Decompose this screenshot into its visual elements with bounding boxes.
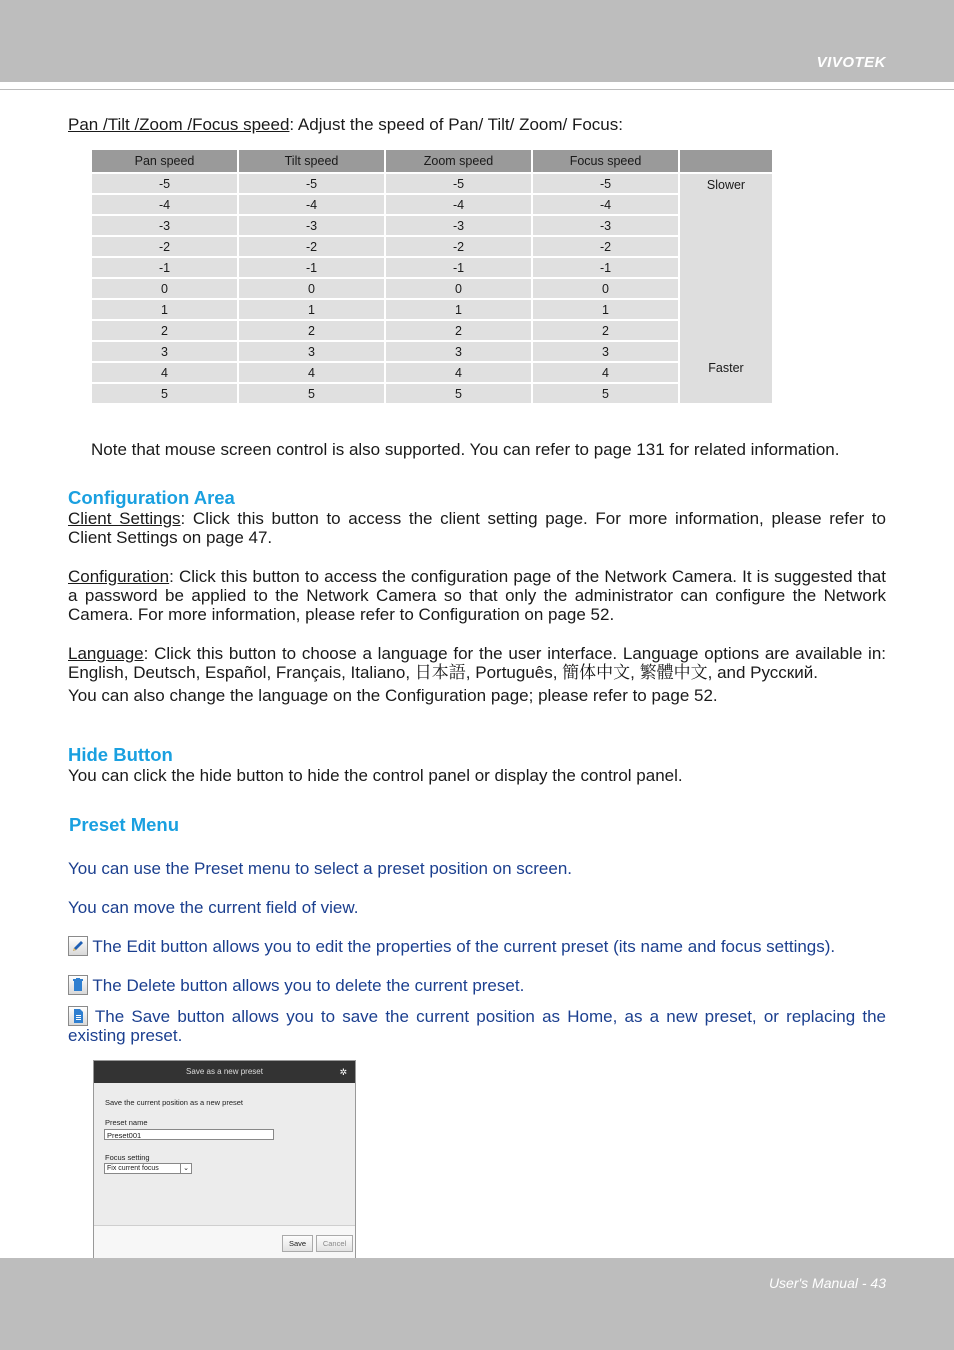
faster-label: Faster [708, 361, 744, 375]
table-cell: -5 [385, 173, 532, 194]
table-cell: -4 [91, 194, 238, 215]
table-cell: 3 [532, 341, 679, 362]
table-cell: 2 [91, 320, 238, 341]
configuration-paragraph [68, 567, 886, 624]
table-cell: 1 [91, 299, 238, 320]
pin-icon[interactable]: ✲ [339, 1067, 347, 1077]
header-zoom-speed: Zoom speed [385, 149, 532, 173]
language-paragraph [68, 644, 886, 682]
save-preset-dialog-screenshot [93, 1060, 356, 1259]
table-row [91, 320, 773, 341]
client-settings-link[interactable]: Client Settings [68, 509, 181, 528]
configuration-text: : Click this button to access the configuration page of the Network Camera. It is suggested that a password be applied to the Network Camera so that only the administrator can configure the Network Camera. For more information, please refer to Configuration on page 52. [68, 567, 886, 624]
table-cell: 5 [238, 383, 385, 404]
table-cell: 3 [238, 341, 385, 362]
table-cell: -5 [91, 173, 238, 194]
save-text: The Save button allows you to save the current position as Home, as a new preset, or replacing the existing preset. [68, 1007, 886, 1045]
slower-label: Slower [706, 178, 746, 192]
cancel-button[interactable]: Cancel [316, 1235, 353, 1252]
preset-name-input[interactable]: Preset001 [104, 1129, 274, 1140]
preset-line-1: You can use the Preset menu to select a preset position on screen. [68, 859, 573, 878]
table-cell: -2 [532, 236, 679, 257]
table-row [91, 173, 773, 194]
table-cell: -3 [91, 215, 238, 236]
table-cell: 5 [91, 383, 238, 404]
table-cell: 4 [238, 362, 385, 383]
focus-setting-select[interactable] [104, 1163, 192, 1174]
edit-pencil-icon[interactable] [68, 936, 88, 956]
table-cell: -1 [91, 257, 238, 278]
mouse-control-note: Note that mouse screen control is also supported. You can refer to page 131 for related information. [91, 440, 840, 459]
table-cell: -4 [532, 194, 679, 215]
table-cell: 2 [238, 320, 385, 341]
hide-button-text: You can click the hide button to hide the control panel or display the control panel. [68, 766, 683, 785]
speed-table [90, 148, 774, 405]
table-cell: -5 [238, 173, 385, 194]
table-row [91, 215, 773, 236]
table-cell: -2 [91, 236, 238, 257]
save-button-description [68, 1006, 886, 1045]
language-paragraph-2: You can also change the language on the Configuration page; please refer to page 52. [68, 686, 718, 705]
table-cell: 5 [532, 383, 679, 404]
header-divider [0, 89, 954, 90]
pan-tilt-zoom-focus-speed-link[interactable]: Pan /Tilt /Zoom /Focus speed [68, 115, 290, 134]
intro-paragraph [68, 115, 886, 134]
language-text: : Click this button to choose a language for the user interface. Language options are available in: English, Deutsch, Español, Français, Italiano, 日本語, Português, 簡体中文, 繁體中文, and Русский. [68, 644, 886, 682]
speed-table-body [91, 173, 773, 404]
save-button[interactable]: Save [282, 1235, 313, 1252]
table-row [91, 299, 773, 320]
intro-text: : Adjust the speed of Pan/ Tilt/ Zoom/ Focus: [289, 115, 623, 134]
focus-setting-value: Fix current focus [107, 1165, 159, 1172]
table-cell: 2 [532, 320, 679, 341]
table-row [91, 257, 773, 278]
table-cell: -4 [385, 194, 532, 215]
save-document-icon[interactable] [68, 1006, 88, 1026]
focus-setting-label: Focus setting [105, 1153, 150, 1162]
edit-text: The Edit button allows you to edit the properties of the current preset (its name and focus settings). [92, 937, 836, 956]
table-cell: 1 [385, 299, 532, 320]
preset-name-label: Preset name [105, 1118, 148, 1127]
table-row [91, 236, 773, 257]
table-cell: -3 [532, 215, 679, 236]
language-link[interactable]: Language [68, 644, 144, 663]
header-empty [679, 149, 773, 173]
table-cell: 1 [238, 299, 385, 320]
edit-button-description [68, 936, 886, 956]
table-row [91, 341, 773, 362]
table-row [91, 362, 773, 383]
table-cell: 0 [385, 278, 532, 299]
dialog-description: Save the current position as a new preset [105, 1098, 243, 1107]
table-cell: -2 [385, 236, 532, 257]
header-bar [0, 0, 954, 82]
delete-button-description [68, 975, 886, 995]
table-row [91, 278, 773, 299]
table-cell: 3 [91, 341, 238, 362]
chevron-down-icon[interactable]: ⌄ [180, 1164, 191, 1173]
dialog-title: Save as a new preset [186, 1067, 263, 1076]
page-number: User's Manual - 43 [768, 1275, 886, 1291]
speed-table-header-row [91, 149, 773, 173]
table-cell: 4 [385, 362, 532, 383]
table-cell: 2 [385, 320, 532, 341]
trash-icon[interactable] [68, 975, 88, 995]
configuration-area-heading: Configuration Area [68, 487, 235, 508]
table-cell: -3 [238, 215, 385, 236]
footer-bar [0, 1258, 954, 1350]
table-cell: 4 [91, 362, 238, 383]
table-cell: 3 [385, 341, 532, 362]
configuration-link[interactable]: Configuration [68, 567, 170, 586]
header-focus-speed: Focus speed [532, 149, 679, 173]
table-cell: 5 [385, 383, 532, 404]
table-cell: -3 [385, 215, 532, 236]
dialog-title-bar [94, 1061, 355, 1083]
header-tilt-speed: Tilt speed [238, 149, 385, 173]
table-cell: 0 [91, 278, 238, 299]
table-row [91, 194, 773, 215]
table-cell: 0 [238, 278, 385, 299]
brand-name: VIVOTEK [816, 54, 886, 71]
table-cell: 4 [532, 362, 679, 383]
client-settings-text: : Click this button to access the client setting page. For more information, please refer to Client Settings on page 47. [68, 509, 886, 547]
preset-menu-heading: Preset Menu [69, 814, 180, 835]
table-cell: 0 [532, 278, 679, 299]
table-cell: 1 [532, 299, 679, 320]
dialog-footer [94, 1225, 355, 1259]
hide-button-heading: Hide Button [68, 744, 173, 765]
table-cell: -2 [238, 236, 385, 257]
client-settings-paragraph [68, 509, 886, 547]
preset-line-2: You can move the current field of view. [68, 898, 359, 917]
table-row [91, 383, 773, 404]
table-cell: -1 [532, 257, 679, 278]
table-cell: -1 [238, 257, 385, 278]
header-pan-speed: Pan speed [91, 149, 238, 173]
table-cell: -5 [532, 173, 679, 194]
table-cell: -4 [238, 194, 385, 215]
delete-text: The Delete button allows you to delete the current preset. [92, 976, 525, 995]
table-cell: -1 [385, 257, 532, 278]
speed-direction-cell [679, 173, 773, 404]
